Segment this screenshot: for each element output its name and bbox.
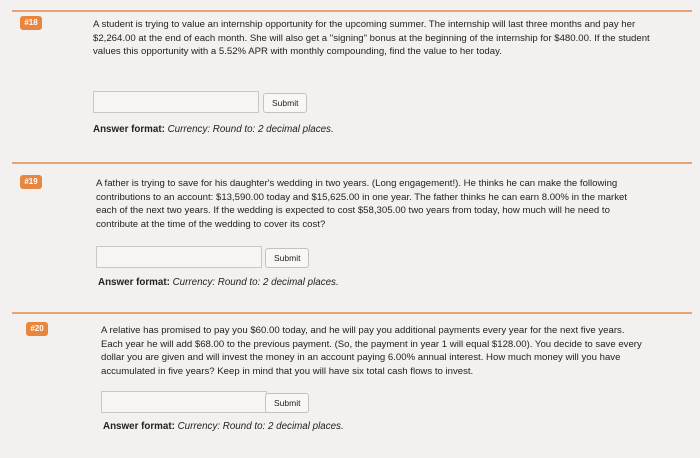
answer-format bbox=[98, 277, 339, 288]
answer-format-value: Currency: Round to: 2 decimal places. bbox=[167, 124, 334, 135]
answer-input[interactable] bbox=[93, 91, 259, 113]
answer-format-value: Currency: Round to: 2 decimal places. bbox=[177, 421, 344, 432]
submit-button[interactable]: Submit bbox=[265, 248, 309, 268]
submit-button[interactable]: Submit bbox=[263, 93, 307, 113]
answer-format bbox=[93, 124, 334, 135]
answer-format-label: Answer format: bbox=[103, 421, 175, 432]
answer-format-label: Answer format: bbox=[98, 277, 170, 288]
question-text: A relative has promised to pay you $60.00 today, and he will pay you additional payments every year for the next five years. Each year he will add $68.00 to the previous payment. (So, the payment in year 1 will equal $128.00). You decide to save every dollar you are given and will invest the money in an account paying 6.00% annual interest. How much money will you have accumulated in five years? Keep in mind that you will have six total cash flows to invest. bbox=[101, 325, 642, 377]
answer-input[interactable] bbox=[96, 246, 262, 268]
question-divider bbox=[12, 162, 692, 164]
answer-input[interactable] bbox=[101, 391, 267, 413]
answer-format-label: Answer format: bbox=[93, 124, 165, 135]
answer-format-value: Currency: Round to: 2 decimal places. bbox=[172, 277, 339, 288]
question-number-badge: #20 bbox=[26, 322, 48, 336]
submit-button[interactable]: Submit bbox=[265, 393, 309, 413]
question-number-badge: #19 bbox=[20, 175, 42, 189]
answer-format bbox=[103, 421, 344, 432]
question-number-badge: #18 bbox=[20, 16, 42, 30]
question-divider bbox=[12, 312, 692, 314]
question-text: A father is trying to save for his daughter's wedding in two years. (Long engagement!). He thinks he can make the following contributions to an account: $13,590.00 today and $15,625.00 in one year. The father thinks he can earn 8.00% in the market each of the next two years. If the wedding is expected to cost $58,305.00 two years from today, how much will he need to contribute at the time of the wedding to cover its cost? bbox=[96, 178, 628, 230]
question-text: A student is trying to value an internship opportunity for the upcoming summer. The internship will last three months and pay her $2,264.00 at the end of each month. She will also get a "signing" bonus at the beginning of the internship for $480.00. If the student values this opportunity with a 5.52% APR with monthly compounding, find the value to her today. bbox=[93, 19, 650, 58]
question-divider bbox=[12, 10, 692, 12]
